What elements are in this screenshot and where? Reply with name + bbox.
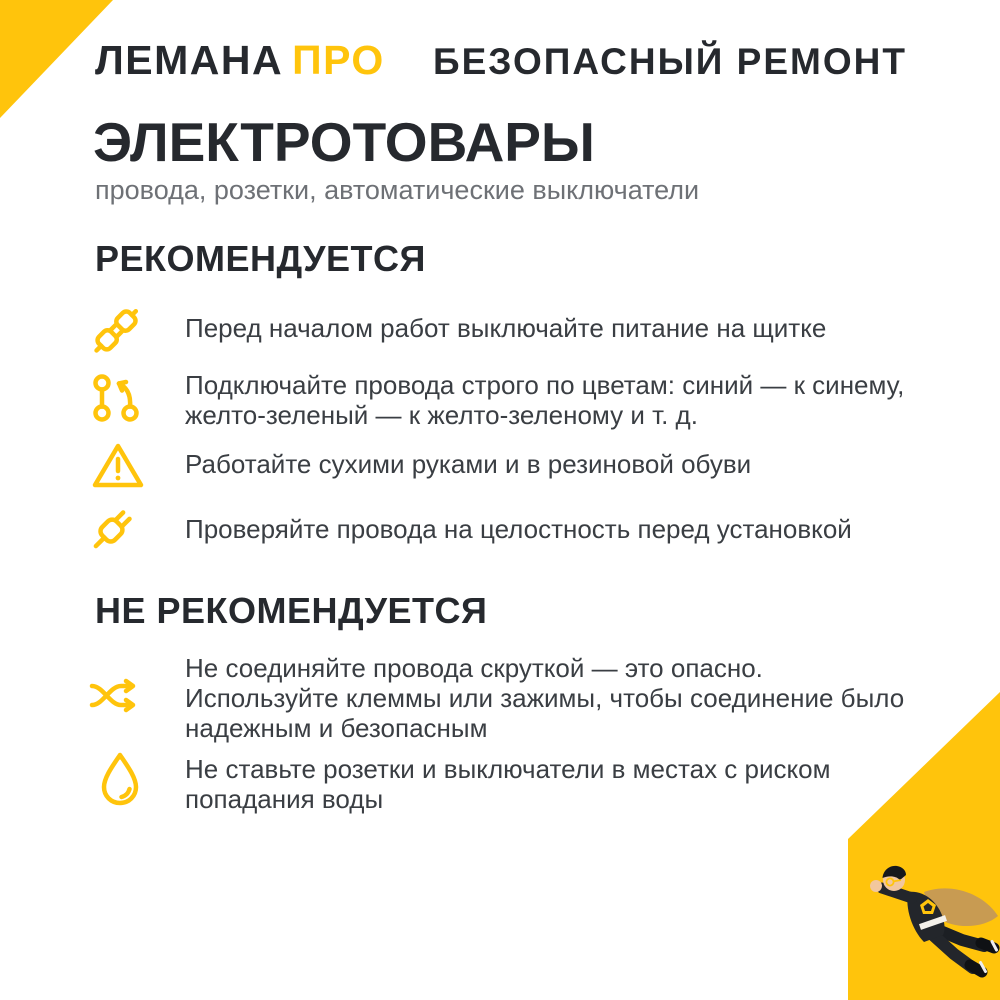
unplugged-plugs-icon — [85, 300, 147, 362]
brand-logo-pro: ПРО — [292, 37, 385, 83]
corner-shape — [848, 692, 1000, 1000]
recommended-item-1-line: Перед началом работ выключайте питание на щитке — [185, 313, 827, 343]
page-title: ЭЛЕКТРОТОВАРЫ — [93, 111, 595, 173]
not-recommended-item-2-line: попадания воды — [185, 784, 384, 814]
recommended-item-4 — [185, 514, 852, 544]
corner-accent-bottom-right — [848, 692, 1000, 1000]
program-title: БЕЗОПАСНЫЙ РЕМОНТ — [433, 41, 907, 82]
recommended-item-2-line: желто-зеленый — к желто-зеленому и т. д. — [185, 400, 698, 430]
not-recommended-heading: НЕ РЕКОМЕНДУЕТСЯ — [95, 590, 488, 631]
not-recommended-item-1 — [185, 653, 904, 743]
not-recommended-item-1-line: Не соединяйте провода скруткой — это опасно. — [185, 653, 763, 683]
not-recommended-item-1-line: Используйте клеммы или зажимы, чтобы соединение было — [185, 683, 905, 713]
not-recommended-item-1-line: надежным и безопасным — [185, 713, 488, 743]
not-recommended-item-2 — [185, 754, 831, 814]
shuffle-arrows-icon — [88, 673, 142, 719]
not-recommended-item-2-line: Не ставьте розетки и выключатели в местах с риском — [185, 754, 831, 784]
recommended-item-2-line: Подключайте провода строго по цветам: синий — к синему, — [185, 370, 905, 400]
warning-triangle-icon — [90, 440, 146, 490]
page-subtitle: провода, розетки, автоматические выключатели — [95, 175, 700, 205]
recommended-item-1 — [185, 313, 826, 343]
brand-logo-lemana: ЛЕМАНА — [95, 37, 284, 83]
water-drop-icon — [99, 751, 141, 807]
wire-color-branch-icon — [92, 373, 144, 425]
recommended-item-2 — [185, 370, 904, 430]
mascot-shoe — [970, 965, 982, 972]
recommended-item-3-line: Работайте сухими руками и в резиновой обуви — [185, 449, 752, 479]
plug-icon — [84, 496, 146, 558]
recommended-heading: РЕКОМЕНДУЕТСЯ — [95, 238, 426, 279]
brand-logo — [95, 38, 385, 82]
recommended-item-4-line: Проверяйте провода на целостность перед установкой — [185, 514, 852, 544]
recommended-item-3 — [185, 449, 751, 479]
mascot-hand — [870, 880, 882, 892]
